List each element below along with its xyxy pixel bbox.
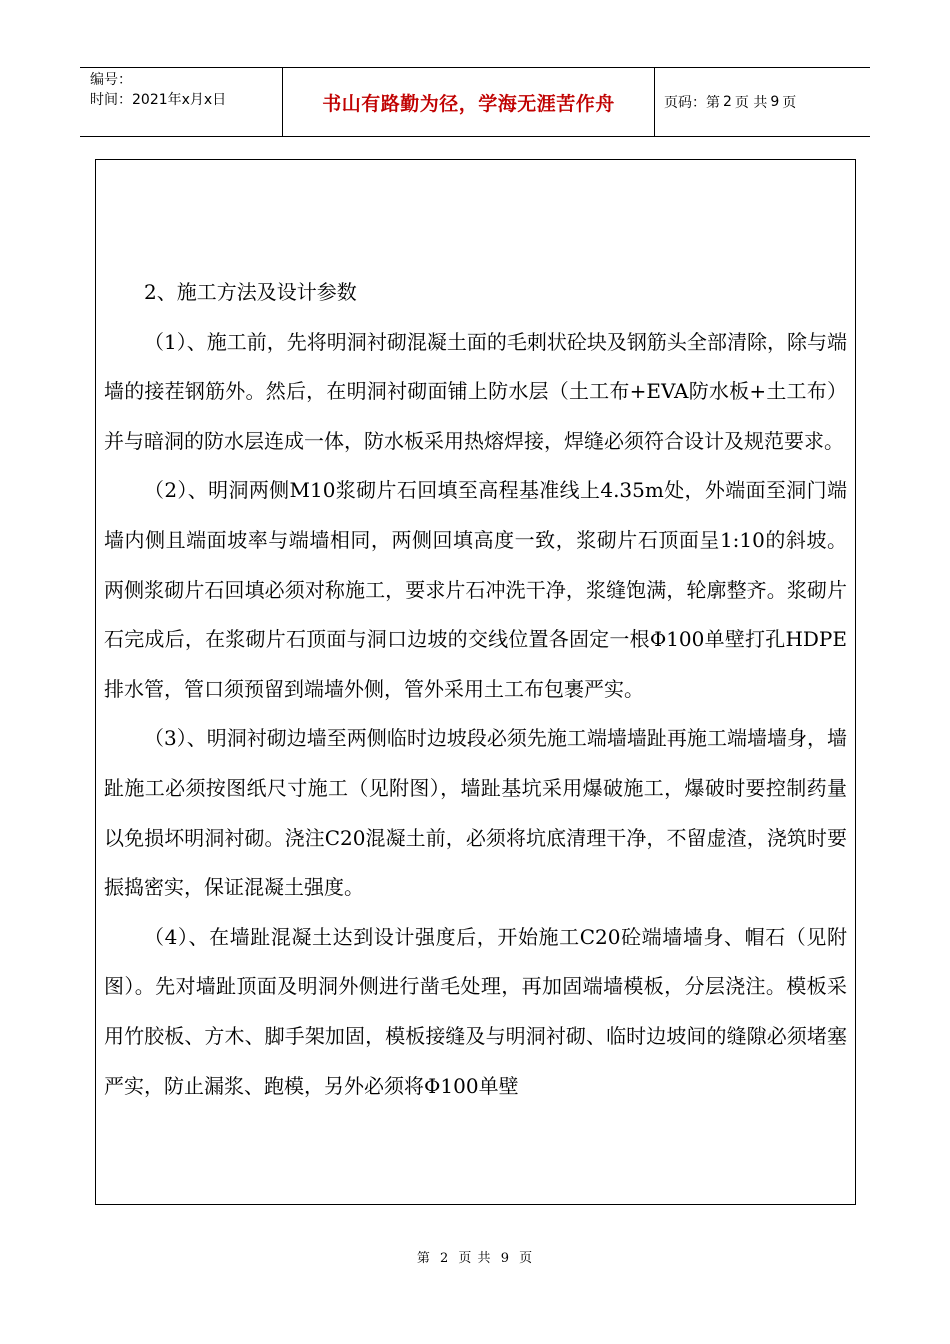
footer-current-page: 2 [440,1251,450,1266]
paragraph-1: （1）、施工前，先将明洞衬砌混凝土面的毛刺状砼块及钢筋头全部清除，除与端墙的接茬钢筋外。然后，在明洞衬砌面铺上防水层（土工布+EVA防水板+土工布）并与暗洞的防水层连成一体，防水板采用热熔焊接，焊缝必须符合设计及规范要求。 [104,329,847,453]
date-label: 时间：2021年x月x日 [90,92,227,108]
page-header [80,67,870,137]
page-code-total: 9 [770,94,780,110]
footer-prefix: 第 [416,1251,431,1266]
header-meta-cell [80,68,283,136]
paragraph-2: （2）、明洞两侧M10浆砌片石回填至高程基准线上4.35m处，外端面至洞门端墙内侧且端面坡率与端墙相同，两侧回填高度一致，浆砌片石顶面呈1:10的斜坡。两侧浆砌片石回填必须对称施工，要求片石冲洗干净，浆缝饱满，轮廓整齐。浆砌片石完成后，在浆砌片石顶面与洞口边坡的交线位置各固定一根Φ100单壁打孔HDPE排水管，管口须预留到端墙外侧，管外采用土工布包裹严实。 [104,478,847,701]
paragraph-3: （3）、明洞衬砌边墙至两侧临时边坡段必须先施工端墙墙趾再施工端墙墙身，墙趾施工必须按图纸尺寸施工（见附图），墙趾基坑采用爆破施工，爆破时要控制药量以免损坏明洞衬砌。浇注C20混凝土前，必须将坑底清理干净，不留虚渣，浇筑时要振捣密实，保证混凝土强度。 [104,726,847,900]
paragraph-4: （4）、在墙趾混凝土达到设计强度后，开始施工C20砼端墙墙身、帽石（见附图）。先对墙趾顶面及明洞外侧进行凿毛处理，再加固端墙模板，分层浇注。模板采用竹胶板、方木、脚手架加固，模板接缝及与明洞衬砌、临时边坡间的缝隙必须堵塞严实，防止漏浆、跑模，另外必须将Φ100单壁 [104,924,847,1098]
page-code-suffix: 页 [782,95,797,111]
page-code-current: 2 [723,94,732,110]
page-code-mid: 页 共 [734,95,768,111]
footer-mid: 页 共 [458,1251,492,1266]
motto-text: 书山有路勤为径，学海无涯苦作舟 [322,92,615,115]
document-body [104,268,847,1111]
page-footer [0,1247,950,1266]
header-page-code-cell [655,68,870,136]
section-title: 2、施工方法及设计参数 [144,280,357,304]
page-code-prefix: 页码：第 [664,95,720,111]
footer-total-pages: 9 [500,1251,510,1266]
footer-suffix: 页 [519,1251,534,1266]
content-frame [95,159,856,1205]
header-motto-cell [283,68,655,136]
serial-number-label: 编号： [90,72,132,88]
